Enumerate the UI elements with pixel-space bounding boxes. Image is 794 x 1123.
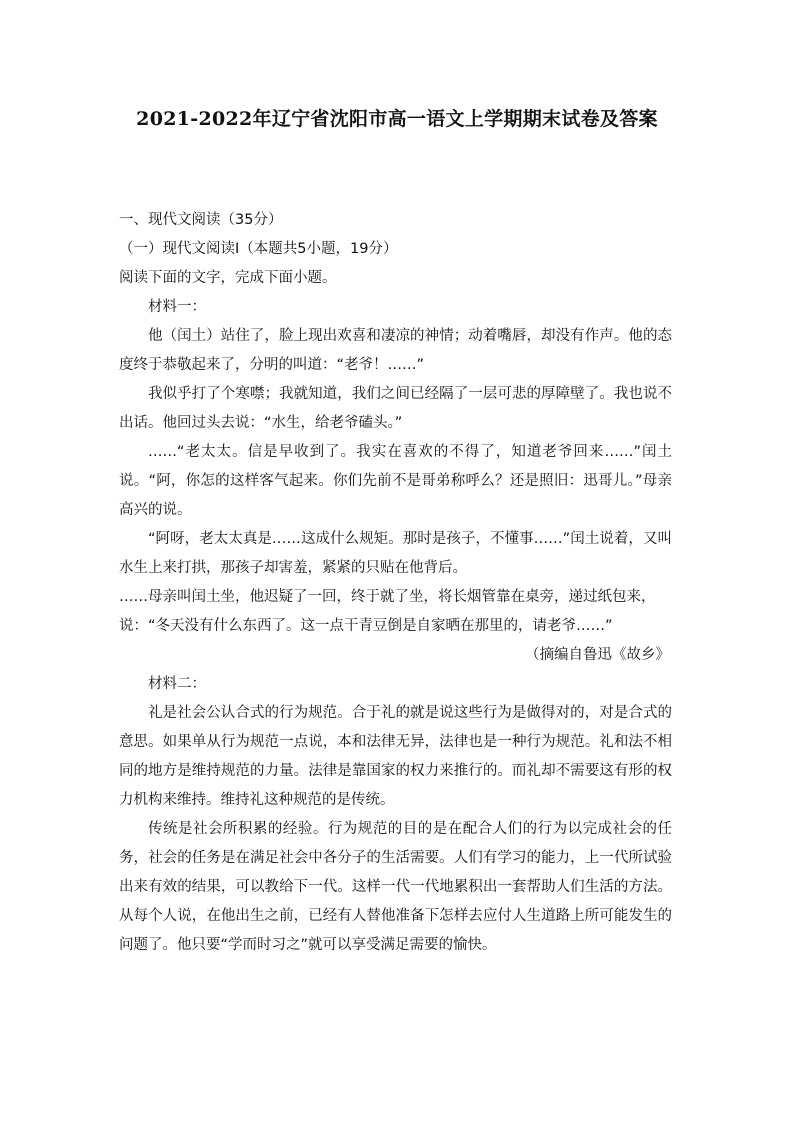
material-one-paragraph: ……母亲叫闰土坐，他迟疑了一回，终于就了坐，将长烟管靠在桌旁，递过纸包来，说：“冬天没有什么东西了。这一点干青豆倒是自家晒在那里的，请老爷……” xyxy=(119,589,656,634)
subsection-heading: （一）现代文阅读Ⅰ（本题共5小题，19分） xyxy=(119,241,398,257)
reading-instruction: 阅读下面的文字，完成下面小题。 xyxy=(119,270,337,286)
material-one-paragraph: 我似乎打了个寒噤；我就知道，我们之间已经隔了一层可悲的厚障壁了。我也说不出话。他回过头去说：“水生，给老爷磕头。” xyxy=(119,386,672,431)
material-one-paragraph: “阿呀，老太太真是……这成什么规矩。那时是孩子，不懂事……”闰土说着，又叫水生上来打拱，那孩子却害羞，紧紧的只贴在他背后。 xyxy=(119,531,672,576)
section-heading: 一、现代文阅读（35分） xyxy=(119,212,283,228)
material-one-label: 材料一： xyxy=(148,299,206,315)
page-title: 2021-2022年辽宁省沈阳市高一语文上学期期末试卷及答案 xyxy=(136,108,658,130)
material-one-paragraph: ……“老太太。信是早收到了。我实在喜欢的不得了，知道老爷回来……”闰土说。“阿，你怎的这样客气起来。你们先前不是哥弟称呼么？还是照旧：迅哥儿。”母亲高兴的说。 xyxy=(119,444,672,518)
material-two-paragraph: 礼是社会公认合式的行为规范。合于礼的就是说这些行为是做得对的，对是合式的意思。如果单从行为规范一点说，本和法律无异，法律也是一种行为规范。礼和法不相同的地方是维持规范的力量。法律是靠国家的权力来推行的。而礼却不需要这有形的权力机构来维持。维持礼这种规范的是传统。 xyxy=(119,705,672,808)
material-two-paragraph: 传统是社会所积累的经验。行为规范的目的是在配合人们的行为以完成社会的任务，社会的任务是在满足社会中各分子的生活需要。人们有学习的能力，上一代所试验出来有效的结果，可以教给下一代。这样一代一代地累积出一套帮助人们生活的方法。从每个人说，在他出生之前，已经有人替他准备下怎样去应付人生道路上所可能发生的问题了。他只要“学而时习之”就可以享受满足需要的愉快。 xyxy=(119,821,672,953)
exam-content xyxy=(119,206,672,960)
material-one-source: （摘编自鲁迅《故乡》 xyxy=(525,647,670,663)
material-two-label: 材料二： xyxy=(148,676,206,692)
material-one-paragraph: 他（闰土）站住了，脸上现出欢喜和凄凉的神情；动着嘴唇，却没有作声。他的态度终于恭敬起来了，分明的叫道：“老爷！……” xyxy=(119,328,672,373)
